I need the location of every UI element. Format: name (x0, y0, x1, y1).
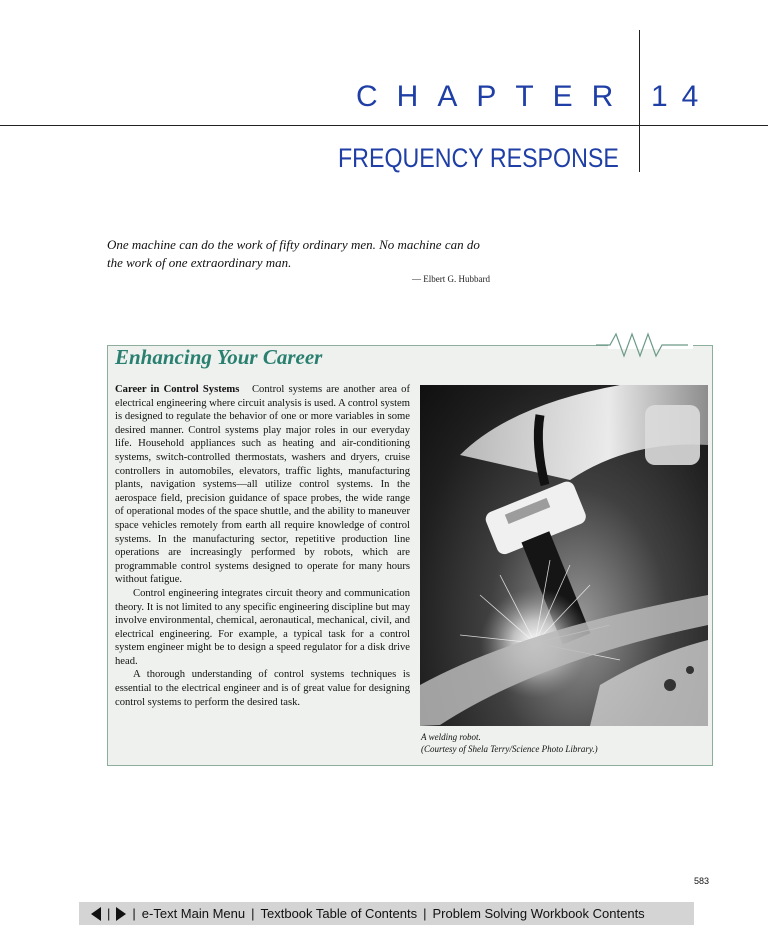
career-lead: Career in Control Systems (115, 384, 240, 395)
etext-main-menu-link[interactable]: e-Text Main Menu (141, 906, 246, 921)
header-rule-vertical (639, 30, 640, 172)
page-number: 583 (694, 876, 710, 886)
career-body (115, 383, 410, 709)
previous-page-icon[interactable] (91, 907, 101, 921)
nav-separator: | (107, 906, 111, 921)
career-paragraph-1: Control systems are another area of electrical engineering where circuit analysis is used. A control system is designed to regulate the behavior of one or more variables in some desired manner. Control systems play major roles in our everyday life. Household appliances such as heating and air-conditioning systems, switch-controlled thermostats, washers and dryers, cruise controllers in automobiles, elevators, traffic lights, manufacturing plants, navigation systems—all utilize control systems. In the aerospace field, precision guidance of space probes, the wide range of operational modes of the space shuttle, and the ability to maneuver space vehicles remotely from earth all require knowledge of control systems. In the manufacturing sector, repetitive production line operations are increasingly performed by robots, which are programmable control systems designed to operate for many hours without fatigue. (115, 384, 410, 586)
epigraph-quote: One machine can do the work of fifty ordinary men. No machine can do the work of one extraordinary man. (107, 237, 480, 270)
career-paragraph (115, 383, 410, 587)
workbook-contents-link[interactable]: Problem Solving Workbook Contents (432, 906, 645, 921)
caption-line-1: A welding robot. (421, 732, 481, 742)
nav-separator: | (251, 906, 255, 921)
photo-caption (421, 731, 711, 755)
welding-robot-photo (420, 385, 708, 726)
nav-separator: | (423, 906, 427, 921)
navigation-bar (79, 902, 694, 925)
nav-separator: | (132, 906, 136, 921)
epigraph-author: — Elbert G. Hubbard (412, 274, 490, 284)
next-page-icon[interactable] (116, 907, 126, 921)
textbook-toc-link[interactable]: Textbook Table of Contents (260, 906, 418, 921)
chapter-label: CHAPTER (356, 80, 633, 113)
career-paragraph-2: Control engineering integrates circuit theory and communication theory. It is not limited to any specific engineering discipline but may involve environmental, chemical, aeronautical, mechanical, civil, and electrical engineering. For example, a typical task for a control system engineer might be to design a speed regulator for a disk drive head. (115, 587, 410, 667)
chapter-number: 14 (651, 80, 713, 113)
caption-line-2: (Courtesy of Shela Terry/Science Photo Library.) (421, 744, 598, 754)
chapter-title: FREQUENCY RESPONSE (338, 143, 619, 173)
resistor-icon (596, 330, 688, 360)
career-heading: Enhancing Your Career (115, 345, 323, 369)
career-paragraph-3: A thorough understanding of control systems techniques is essential to the electrical engineer and is of great value for designing control systems to perform the desired task. (115, 669, 410, 708)
header-rule-horizontal (0, 125, 768, 126)
